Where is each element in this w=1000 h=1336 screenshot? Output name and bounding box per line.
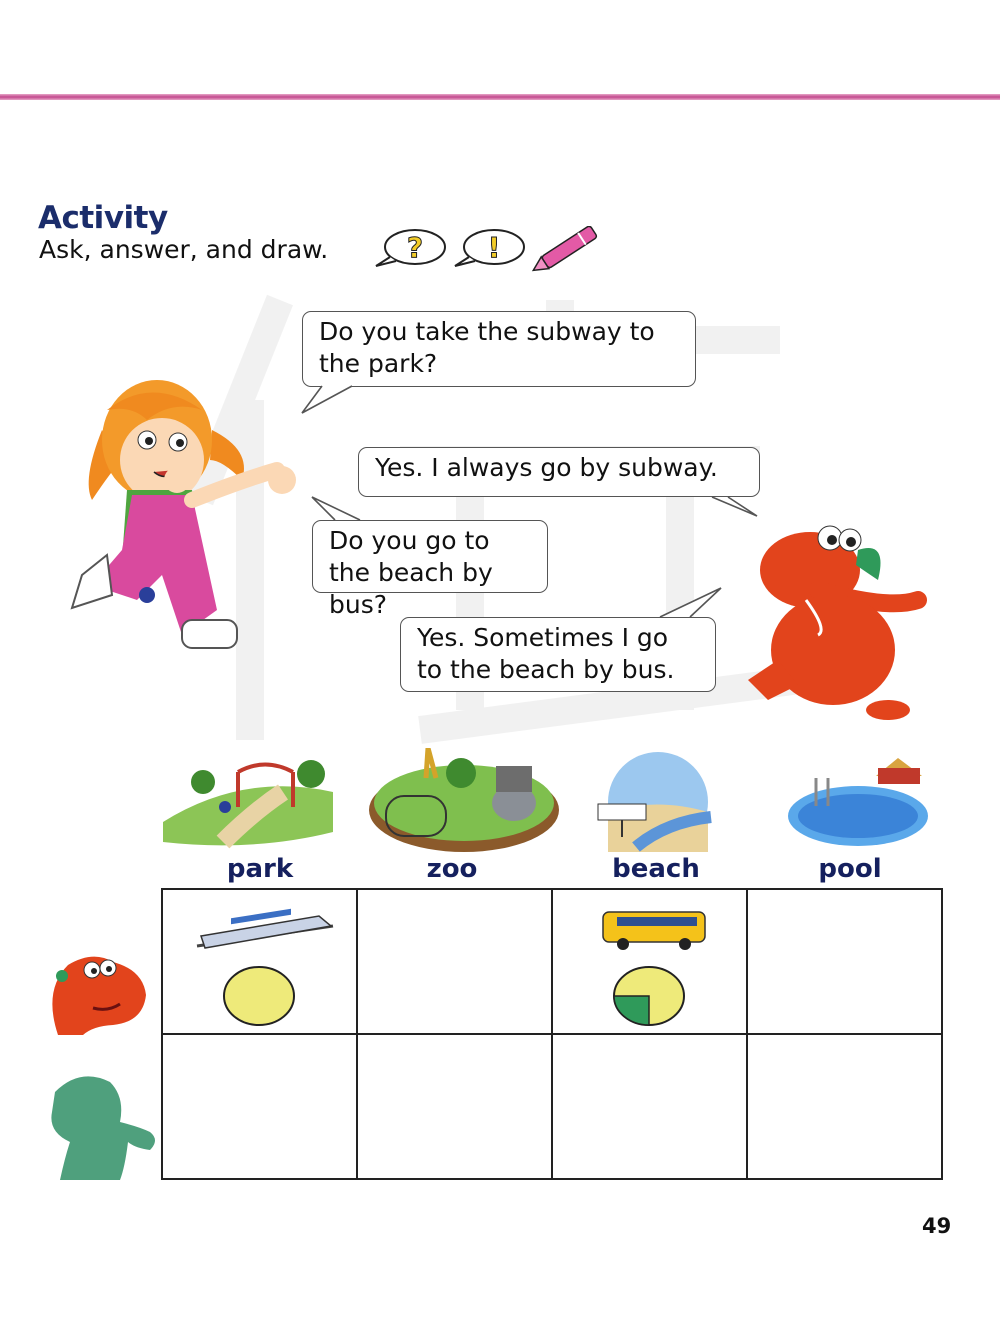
place-label-pool: pool xyxy=(818,854,882,884)
grid-cell-dino-park[interactable] xyxy=(162,889,357,1034)
grid-cell-student-zoo[interactable] xyxy=(357,1034,552,1179)
activity-instruction: Ask, answer, and draw. xyxy=(39,235,329,264)
svg-text:?: ? xyxy=(406,231,424,264)
speech-bubble-2: Yes. I always go by subway. xyxy=(358,447,760,497)
frequency-pie-sometimes xyxy=(611,964,687,1028)
place-label-park: park xyxy=(226,854,294,884)
grid-cell-dino-zoo[interactable] xyxy=(357,889,552,1034)
dinosaur-row-marker xyxy=(38,950,150,1040)
activity-heading: Activity xyxy=(38,200,168,236)
table-row xyxy=(162,889,942,1034)
grid-cell-dino-beach[interactable] xyxy=(552,889,747,1034)
table-row xyxy=(162,1034,942,1179)
beach-icon xyxy=(596,752,720,852)
student-silhouette-marker xyxy=(40,1072,162,1182)
park-icon xyxy=(163,752,333,852)
speech-bubble-3: Do you go to the beach by bus? xyxy=(312,520,548,593)
grid-cell-student-beach[interactable] xyxy=(552,1034,747,1179)
answer-grid xyxy=(161,888,943,1180)
place-label-beach: beach xyxy=(612,854,700,884)
zoo-icon xyxy=(366,748,562,858)
speech-bubble-1: Do you take the subway to the park? xyxy=(302,311,696,387)
grid-cell-student-park[interactable] xyxy=(162,1034,357,1179)
pool-icon xyxy=(786,758,936,848)
speech-bubble-4: Yes. Sometimes I go to the beach by bus. xyxy=(400,617,716,692)
subway-train-icon xyxy=(195,906,335,956)
place-label-zoo: zoo xyxy=(426,854,478,884)
school-bus-icon xyxy=(599,908,709,954)
page-number: 49 xyxy=(922,1214,952,1238)
grid-cell-student-pool[interactable] xyxy=(747,1034,942,1179)
svg-text:!: ! xyxy=(487,231,501,264)
frequency-pie-always xyxy=(221,964,297,1028)
grid-cell-dino-pool[interactable] xyxy=(747,889,942,1034)
